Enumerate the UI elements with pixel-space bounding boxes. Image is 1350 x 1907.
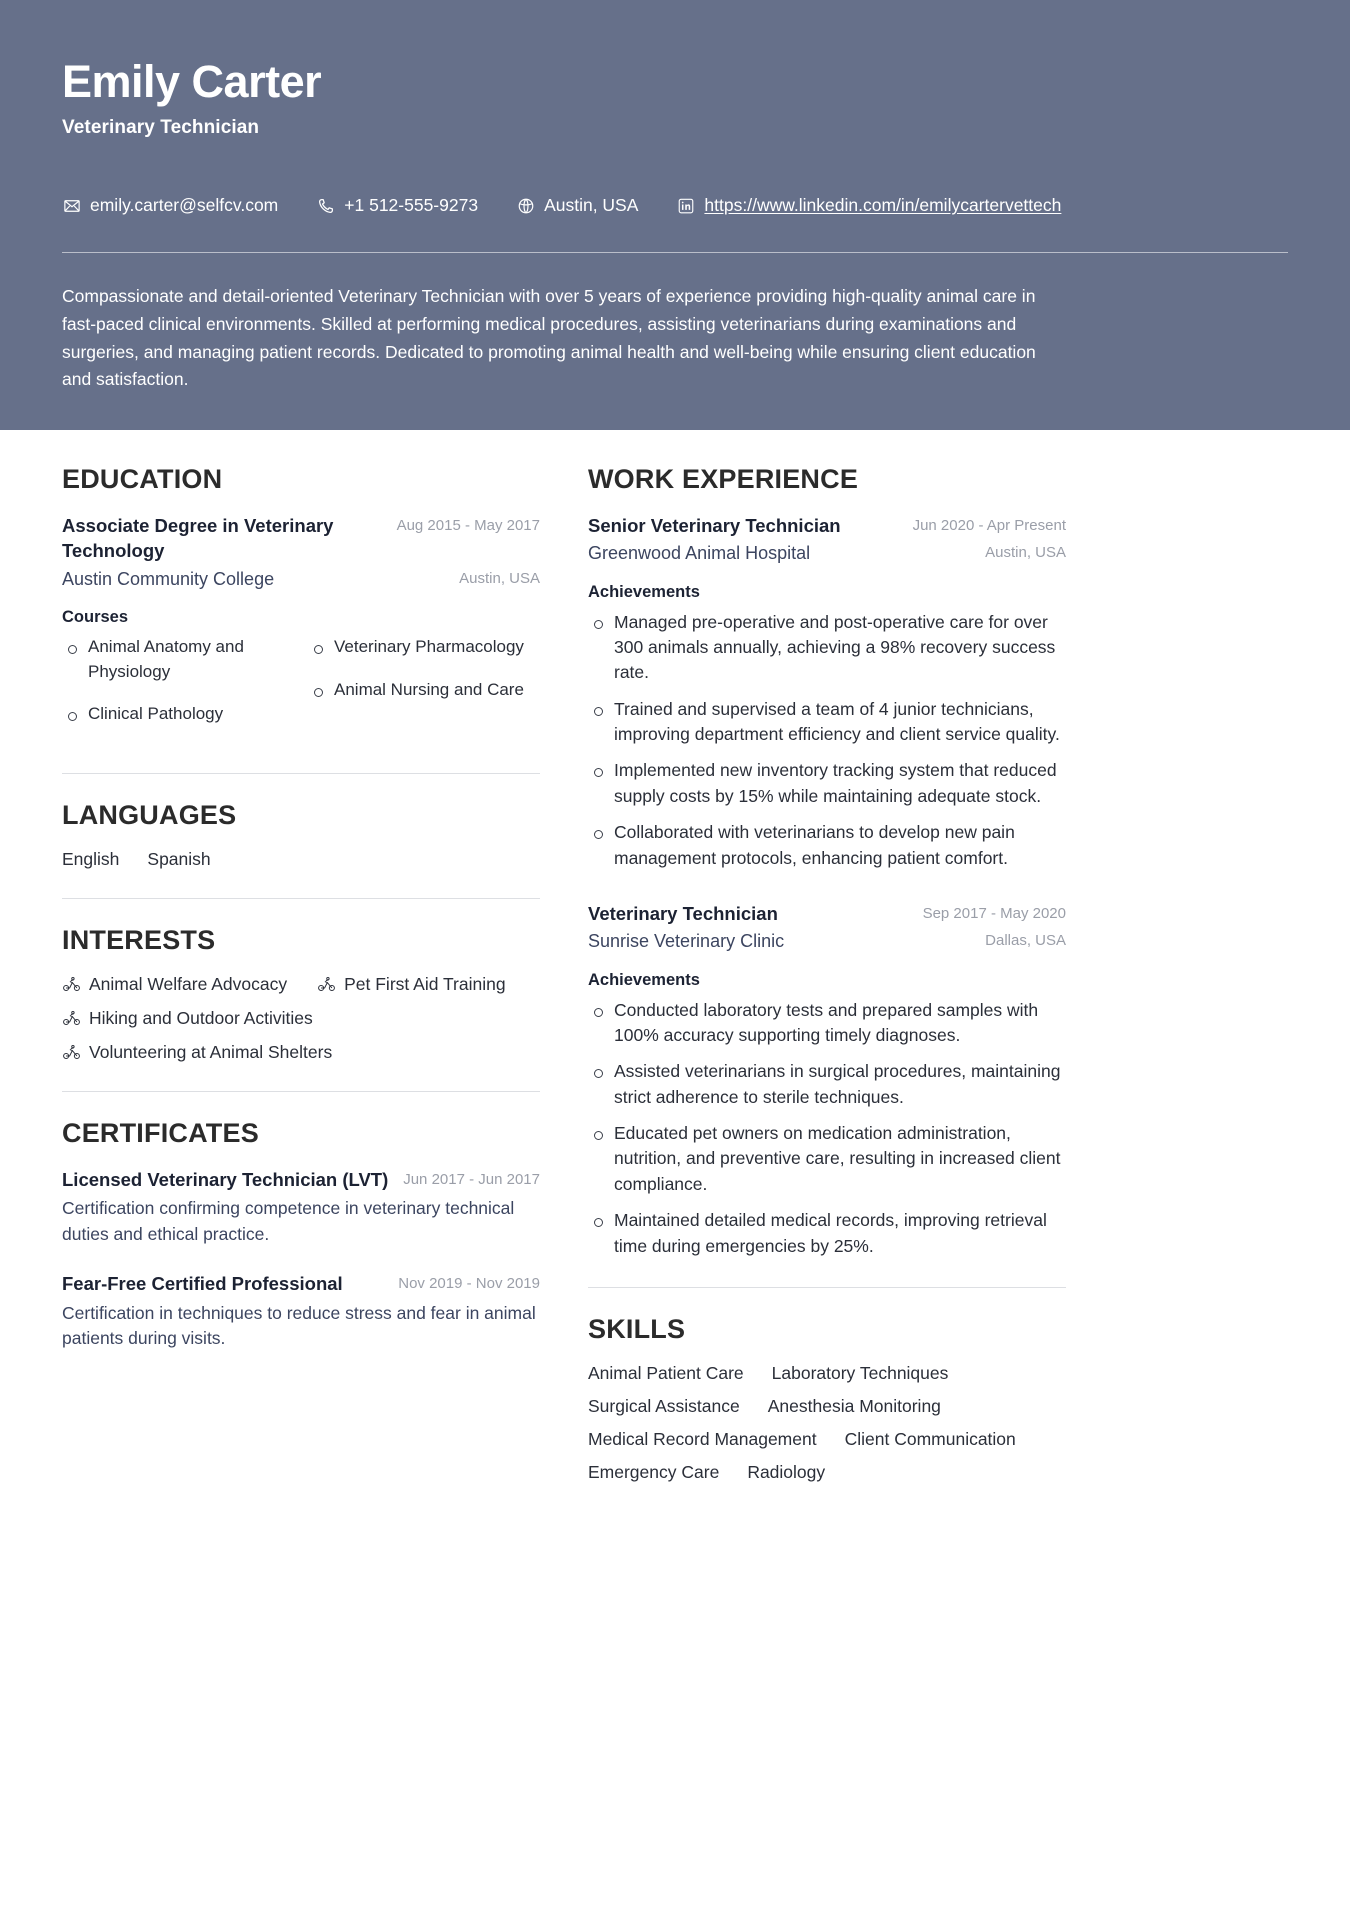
achievement-item: Collaborated with veterinarians to develop new pain management protocols, enhancing patient comfort. (588, 820, 1066, 871)
work-entry (588, 901, 1066, 1259)
work-sub-row (588, 929, 1066, 954)
skill-item: Surgical Assistance (588, 1395, 740, 1416)
languages-row (62, 849, 540, 870)
phone-icon (316, 196, 335, 215)
candidate-role: Veterinary Technician (62, 117, 260, 139)
certificate-name: Licensed Veterinary Technician (LVT) (62, 1168, 389, 1190)
education-sub-row (62, 567, 540, 592)
work-position: Senior Veterinary Technician (588, 514, 841, 536)
achievement-item: Implemented new inventory tracking system that reduced supply costs by 15% while maintaining adequate stock. (588, 758, 1066, 809)
achievements-label: Achievements (588, 582, 700, 601)
left-column (62, 464, 540, 1376)
professional-summary: Compassionate and detail-oriented Veterinary Technician with over 5 years of experience providing high-quality animal care in fast-paced clinical environments. Skilled at performing medical procedures, assisting veterinarians during examinations and surgeries, and managing patient records. Dedicated to promoting animal health and well-being while ensuring client education and satisfaction. (62, 286, 1036, 390)
section-divider (588, 1287, 1066, 1288)
achievement-item: Conducted laboratory tests and prepared samples with 100% accuracy supporting timely diagnoses. (588, 998, 1066, 1049)
language-item: Spanish (147, 848, 211, 869)
contact-location-text: Austin, USA (544, 195, 639, 216)
interests-row (62, 974, 532, 1063)
work-entry-head (588, 901, 1066, 927)
work-date: Jun 2020 - Apr Present (912, 516, 1066, 534)
achievements-label: Achievements (588, 970, 700, 989)
contact-email-text: emily.carter@selfcv.com (90, 195, 279, 216)
interest-item (62, 1008, 313, 1029)
work-location: Dallas, USA (985, 932, 1066, 950)
certificate-description: Certification in techniques to reduce stress and fear in animal patients during visits. (62, 1302, 536, 1349)
bicycle-icon (62, 1009, 81, 1028)
section-work-experience (588, 464, 1066, 1259)
envelope-icon (62, 196, 81, 215)
skills-title: SKILLS (588, 1313, 686, 1344)
skills-row (588, 1363, 1066, 1483)
contact-phone[interactable] (316, 195, 478, 216)
course-item: Animal Nursing and Care (308, 678, 540, 703)
achievement-item: Educated pet owners on medication administration, nutrition, and preventive care, resulting in increased client compliance. (588, 1121, 1066, 1197)
certificates-title: CERTIFICATES (62, 1117, 259, 1148)
contact-email[interactable] (62, 195, 278, 216)
contact-linkedin[interactable] (676, 195, 1061, 216)
education-location: Austin, USA (459, 569, 540, 587)
section-interests (62, 925, 540, 1063)
bicycle-icon (317, 975, 336, 994)
achievement-item: Maintained detailed medical records, improving retrieval time during emergencies by 25%. (588, 1208, 1066, 1259)
globe-icon (516, 196, 535, 215)
education-date: Aug 2015 - May 2017 (396, 516, 540, 534)
languages-title: LANGUAGES (62, 799, 237, 830)
courses-grid (62, 635, 540, 745)
skill-item: Emergency Care (588, 1461, 720, 1482)
work-position: Veterinary Technician (588, 902, 778, 924)
courses-col-1 (62, 635, 294, 745)
contact-linkedin-link[interactable]: https://www.linkedin.com/in/emilycartervettech (704, 195, 1062, 216)
interest-item (62, 974, 287, 995)
work-company: Greenwood Animal Hospital (588, 543, 811, 564)
language-item: English (62, 848, 120, 869)
skill-item: Radiology (747, 1461, 826, 1482)
work-title: WORK EXPERIENCE (588, 463, 859, 494)
interest-label: Hiking and Outdoor Activities (89, 1007, 313, 1028)
interests-title: INTERESTS (62, 924, 216, 955)
interest-label: Pet First Aid Training (344, 973, 506, 994)
work-sub-row (588, 541, 1066, 566)
skill-item: Anesthesia Monitoring (767, 1395, 941, 1416)
education-entry-head (62, 513, 540, 564)
skill-item: Client Communication (844, 1428, 1016, 1449)
contact-phone-text: +1 512-555-9273 (344, 195, 479, 216)
interest-item (317, 974, 505, 995)
work-company: Sunrise Veterinary Clinic (588, 931, 785, 952)
section-divider (62, 773, 540, 774)
certificate-head (62, 1167, 540, 1193)
education-entry (62, 513, 540, 745)
linkedin-icon (676, 196, 695, 215)
education-degree: Associate Degree in Veterinary Technology (62, 514, 334, 562)
resume-body (0, 430, 1350, 1553)
interest-item (62, 1042, 332, 1063)
course-item: Veterinary Pharmacology (308, 635, 540, 660)
work-date: Sep 2017 - May 2020 (922, 904, 1066, 922)
header-divider (62, 252, 1288, 253)
certificate-date: Nov 2019 - Nov 2019 (398, 1275, 540, 1293)
section-skills (588, 1314, 1066, 1483)
bicycle-icon (62, 975, 81, 994)
skill-item: Medical Record Management (588, 1428, 817, 1449)
section-certificates (62, 1118, 540, 1352)
work-entry-head (588, 513, 1066, 539)
interest-label: Volunteering at Animal Shelters (89, 1041, 333, 1062)
achievement-item: Assisted veterinarians in surgical procedures, maintaining strict adherence to sterile techniques. (588, 1059, 1066, 1110)
right-column (588, 464, 1066, 1493)
section-divider (62, 1091, 540, 1092)
certificate-name: Fear-Free Certified Professional (62, 1273, 343, 1295)
contact-row (62, 195, 1288, 216)
section-languages (62, 800, 540, 870)
skill-item: Animal Patient Care (588, 1362, 744, 1383)
resume-header (0, 0, 1350, 430)
work-location: Austin, USA (985, 544, 1066, 562)
education-title: EDUCATION (62, 463, 223, 494)
certificate-description: Certification confirming competence in veterinary technical duties and ethical practice. (62, 1198, 515, 1244)
achievement-item: Managed pre-operative and post-operative care for over 300 animals annually, achieving a 98% recovery success rate. (588, 610, 1066, 686)
achievement-item: Trained and supervised a team of 4 junior technicians, improving department efficiency and client service quality. (588, 697, 1066, 748)
work-achievements (588, 610, 1066, 871)
courses-label: Courses (62, 608, 129, 627)
course-item: Animal Anatomy and Physiology (62, 635, 294, 684)
certificate-item (62, 1271, 540, 1351)
certificate-item (62, 1167, 540, 1247)
work-achievements (588, 998, 1066, 1259)
certificate-head (62, 1271, 540, 1297)
certificate-date: Jun 2017 - Jun 2017 (403, 1170, 540, 1188)
contact-location (516, 195, 638, 216)
courses-col-2 (308, 635, 540, 745)
candidate-name: Emily Carter (62, 56, 322, 107)
skill-item: Laboratory Techniques (771, 1362, 949, 1383)
section-education (62, 464, 540, 745)
education-school: Austin Community College (62, 568, 275, 589)
work-entry (588, 513, 1066, 871)
section-divider (62, 898, 540, 899)
bicycle-icon (62, 1043, 81, 1062)
course-item: Clinical Pathology (62, 702, 294, 727)
interest-label: Animal Welfare Advocacy (89, 973, 288, 994)
